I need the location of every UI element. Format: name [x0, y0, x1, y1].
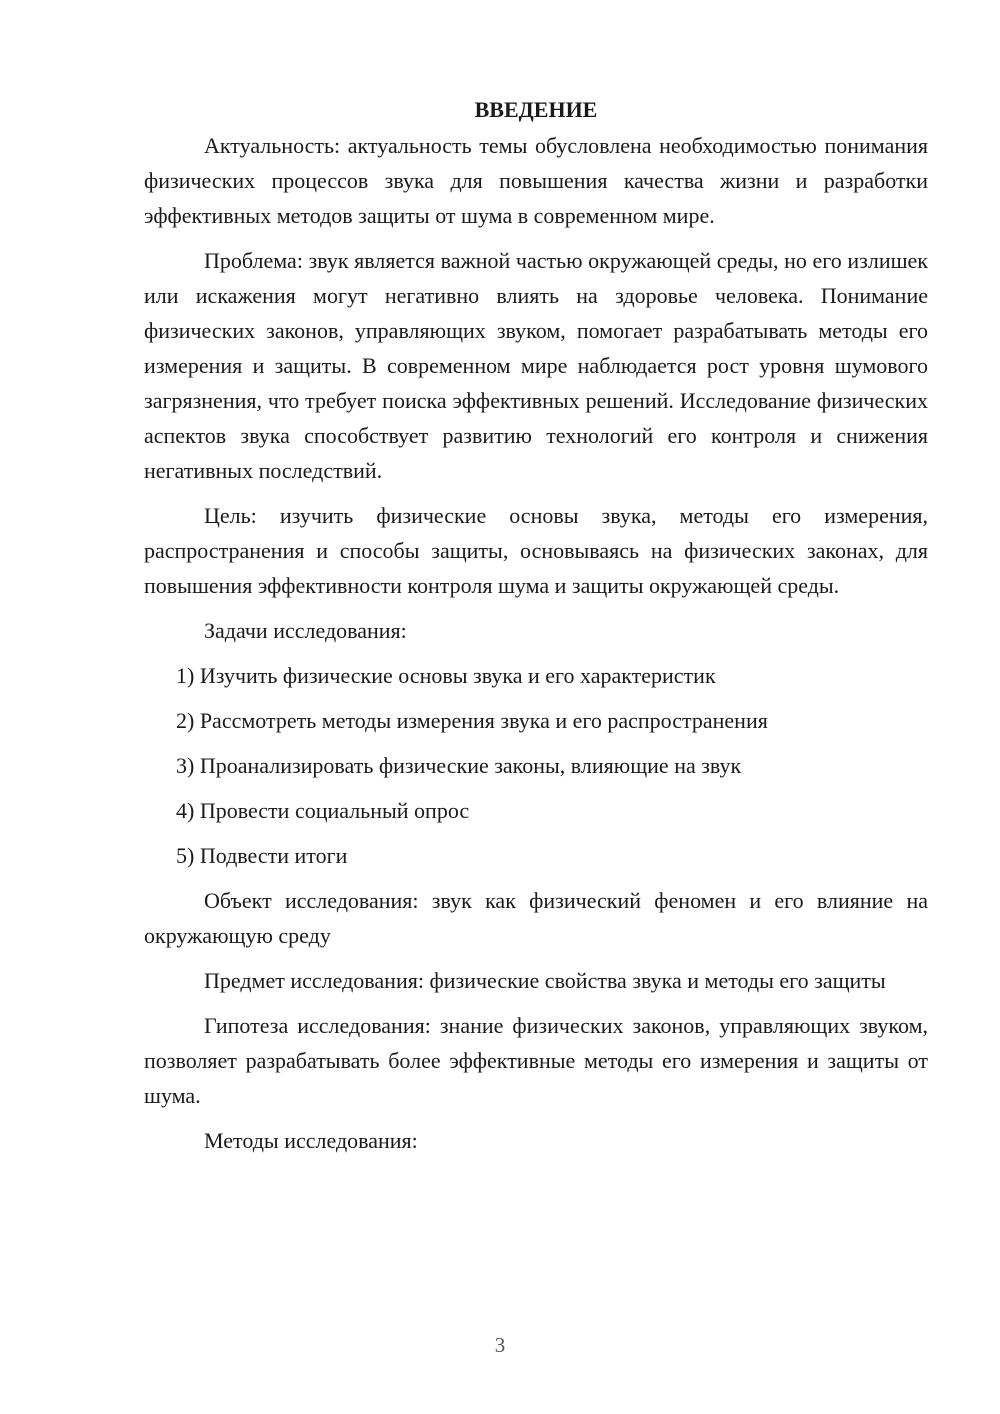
hypothesis-paragraph: Гипотеза исследования: знание физических законов, управляющих звуком, позволяет разрабатывать более эффективные методы его измерения и защиты от шума. [144, 1013, 928, 1108]
object-paragraph: Объект исследования: звук как физический феномен и его влияние на окружающую среду [144, 888, 928, 948]
goal-paragraph: Цель: изучить физические основы звука, методы его измерения, распространения и способы защиты, основываясь на физических законах, для повышения эффективности контроля шума и защиты окружающей среды. [144, 503, 928, 598]
tasks-title: Задачи исследования: [204, 618, 407, 643]
methods-title: Методы исследования: [204, 1128, 418, 1153]
list-item: 4) Провести социальный опрос [176, 798, 470, 823]
subject-paragraph: Предмет исследования: физические свойства звука и методы его защиты [204, 968, 886, 993]
list-item: 5) Подвести итоги [176, 843, 348, 868]
list-item: 2) Рассмотреть методы измерения звука и его распространения [176, 708, 768, 733]
problem-paragraph: Проблема: звук является важной частью окружающей среды, но его излишек или искажения могут негативно влиять на здоровье человека. Понимание физических законов, управляющих звуком, помогает разрабатывать методы его измерения и защиты. В современном мире наблюдается рост уровня шумового загрязнения, что требует поиска эффективных решений. Исследование физических аспектов звука способствует развитию технологий его контроля и снижения негативных последствий. [144, 248, 928, 483]
page-number: 3 [494, 1333, 506, 1357]
tasks-list [144, 658, 928, 873]
document-page [144, 92, 928, 1168]
list-item: 3) Проанализировать физические законы, влияющие на звук [176, 753, 742, 778]
section-heading: ВВЕДЕНИЕ [474, 97, 598, 122]
relevance-paragraph: Актуальность: актуальность темы обусловлена необходимостью понимания физических процессов звука для повышения качества жизни и разработки эффективных методов защиты от шума в современном мире. [144, 133, 928, 228]
list-item: 1) Изучить физические основы звука и его характеристик [176, 663, 716, 688]
